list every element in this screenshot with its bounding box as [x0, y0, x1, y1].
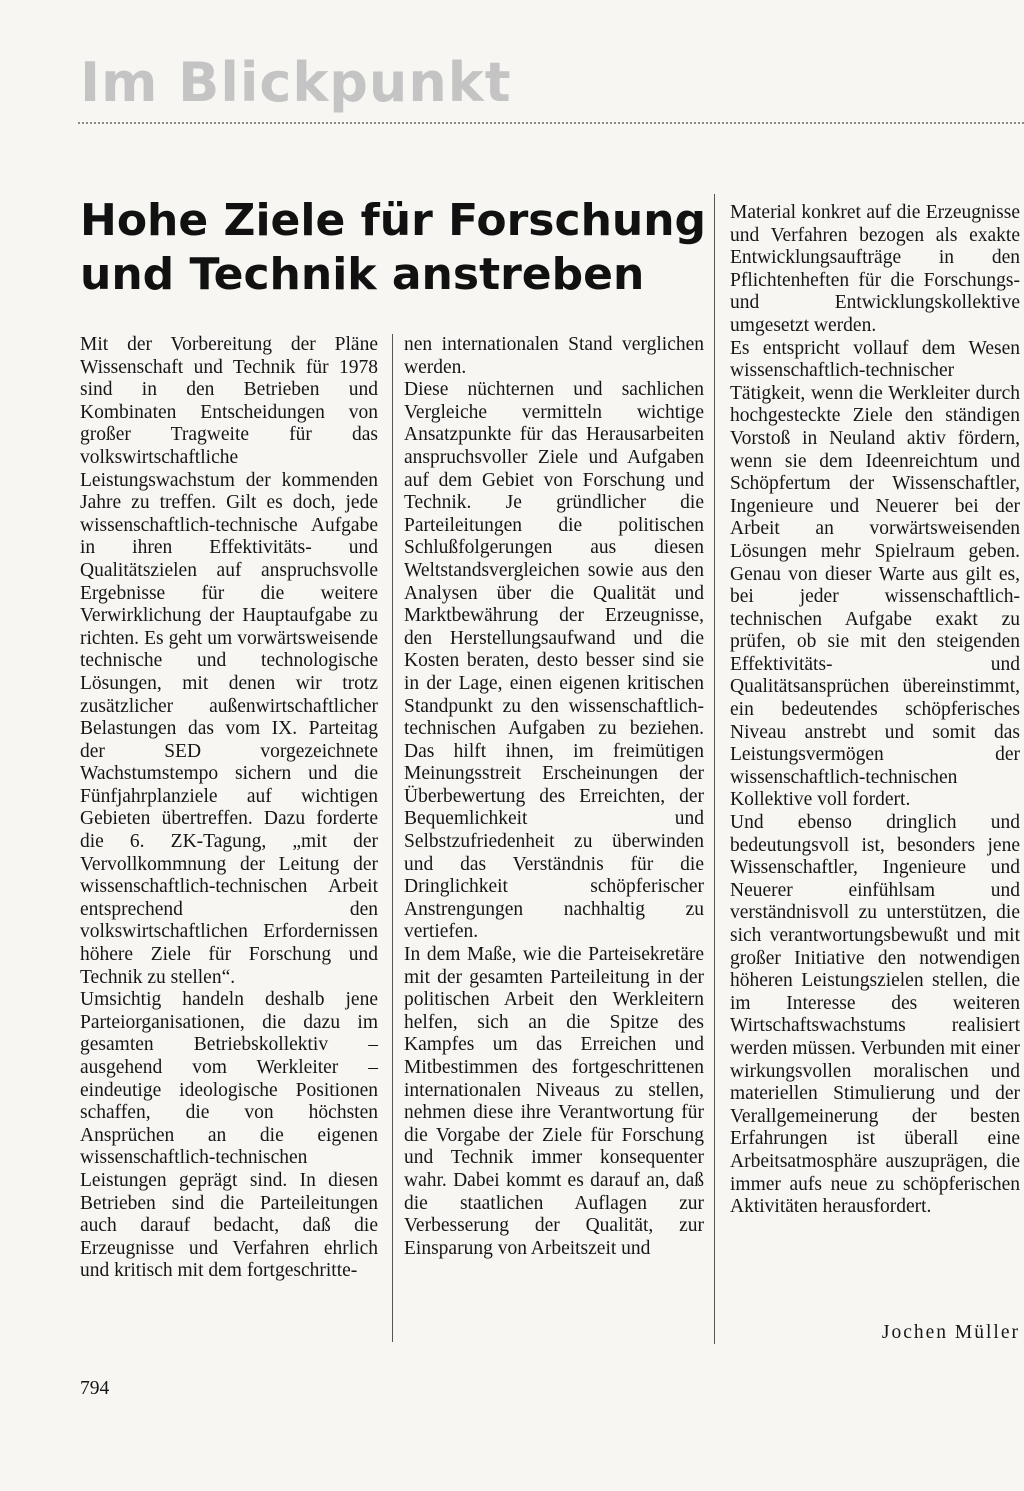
article-column-2: [404, 334, 704, 1260]
article-headline: Hohe Ziele für Forschung und Technik anstreben: [80, 195, 707, 300]
page-number: 794: [80, 1378, 110, 1399]
paragraph: Mit der Vorbereitung der Pläne Wissenschaft und Technik für 1978 sind in den Betrieben und Kombinaten Entscheidungen von großer Tragweite für das volkswirtschaftliche Leistungswachstum der kommenden Jahre zu treffen. Gilt es doch, jede wissenschaftlich-technische Aufgabe in ihren Effektivitäts- und Qualitätszielen auf anspruchsvolle Ergebnisse für die weitere Verwirklichung der Hauptaufgabe zu richten. Es geht um vorwärtsweisende technische und technologische Lösungen, mit denen wir trotz zusätzlicher außenwirtschaftlicher Belastungen das vom IX. Parteitag der SED vorgezeichnete Wachstumstempo sichern und die Fünfjahrplanziele auf wichtigen Gebieten übertreffen. Dazu forderte die 6. ZK-Tagung, „mit der Vervollkommnung der Leitung der wissenschaftlich-technischen Arbeit entsprechend den volkswirtschaftlichen Erfordernissen höhere Ziele für Forschung und Technik zu stellen“.: [80, 334, 378, 988]
paragraph: Material konkret auf die Erzeugnisse und Verfahren bezogen als exakte Entwicklungsaufträge in den Pflichtenheften für die Forschungs- und Entwicklungskollektive umgesetzt werden.: [730, 202, 1020, 336]
paragraph: Umsichtig handeln deshalb jene Parteiorganisationen, die dazu im gesamten Betriebskollektiv – ausgehend vom Werkleiter – eindeutige ideologische Positionen schaffen, die von höchsten Ansprüchen an die eigenen wissenschaftlich-technischen Leistungen geprägt sind. In diesen Betrieben sind die Parteileitungen auch darauf bedacht, daß die Erzeugnisse und Verfahren ehrlich und kritisch mit dem fortgeschritte-: [80, 989, 378, 1282]
paragraph: In dem Maße, wie die Parteisekretäre mit der gesamten Parteileitung in der politischen Arbeit den Werkleitern helfen, sich an die Spitze des Kampfes um das Erreichen und Mitbestimmen des fortgeschrittenen internationalen Niveaus zu stellen, nehmen diese ihre Verantwortung für die Vorgabe der Ziele für Forschung und Technik immer konsequenter wahr. Dabei kommt es darauf an, daß die staatlichen Auflagen zur Verbesserung der Qualität, zur Einsparung von Arbeitszeit und: [404, 944, 704, 1259]
author-signature: Jochen Müller: [881, 1322, 1020, 1343]
column-divider: [392, 334, 393, 1342]
paragraph: Es entspricht vollauf dem Wesen wissenschaftlich-technischer Tätigkeit, wenn die Werkleiter durch hochgesteckte Ziele den ständigen Vorstoß in Neuland aktiv fördern, wenn sie dem Ideenreichtum und Schöpfertum der Wissenschaftler, Ingenieure und Neuerer bei der Arbeit an vorwärtsweisenden Lösungen mehr Spielraum geben. Genau von dieser Warte aus gilt es, bei jeder wissenschaftlich-technischen Aufgabe exakt zu prüfen, ob sie mit den steigenden Effektivitäts- und Qualitätsansprüchen übereinstimmt, ein bedeutendes schöpferisches Niveau anstrebt und somit das Leistungsvermögen der wissenschaftlich-technischen Kollektive voll fordert.: [730, 337, 1020, 811]
article-column-1: [80, 334, 378, 1283]
section-rule: [78, 122, 1024, 124]
section-label: Im Blickpunkt: [80, 51, 512, 114]
paragraph: nen internationalen Stand verglichen werden.: [404, 334, 704, 378]
paragraph: Und ebenso dringlich und bedeutungsvoll ist, besonders jene Wissenschaftler, Ingenieure und Neuerer einfühlsam und verständnisvoll zu unterstützen, die sich verantwortungsbewußt und mit großer Initiative den notwendigen höheren Leistungszielen stellen, die im Interesse des weiteren Wirtschaftswachstums realisiert werden müssen. Verbunden mit einer wirkungsvollen moralischen und materiellen Stimulierung und der Verallgemeinerung der besten Erfahrungen ist überall eine Arbeitsatmosphäre auszuprägen, die immer aufs neue zu schöpferischen Aktivitäten herausfordert.: [730, 812, 1020, 1218]
column-divider: [714, 194, 715, 1344]
paragraph: Diese nüchternen und sachlichen Vergleiche vermitteln wichtige Ansatzpunkte für das Herausarbeiten anspruchsvoller Ziele und Aufgaben auf dem Gebiet von Forschung und Technik. Je gründlicher die Parteileitungen die politischen Schlußfolgerungen aus diesen Weltstandsvergleichen sowie aus den Analysen über die Qualität und Marktbewährung der Erzeugnisse, den Herstellungsaufwand und die Kosten beraten, desto besser sind sie in der Lage, einen eigenen kritischen Standpunkt zu den wissenschaftlich-technischen Aufgaben zu beziehen. Das hilft ihnen, im freimütigen Meinungsstreit Erscheinungen der Überbewertung des Erreichten, der Bequemlichkeit und Selbstzufriedenheit zu überwinden und das Verständnis für die Dringlichkeit schöpferischer Anstrengungen nachhaltig zu vertiefen.: [404, 379, 704, 943]
article-column-3: [730, 202, 1020, 1219]
